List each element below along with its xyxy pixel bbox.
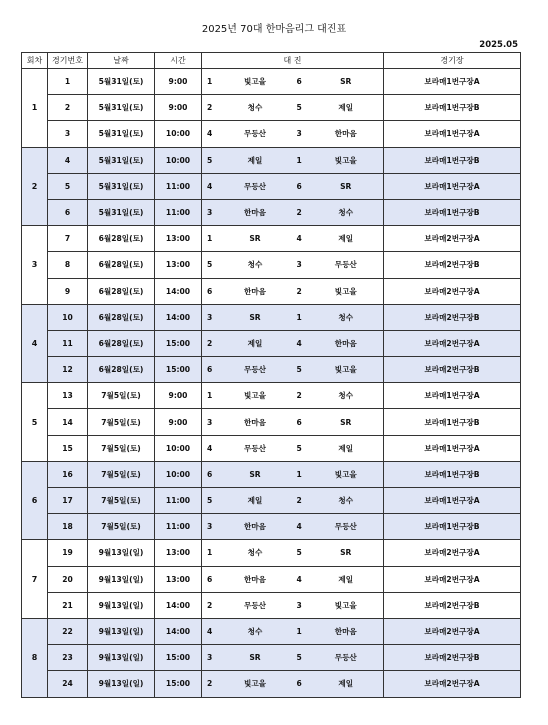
match-number-cell: 5	[48, 173, 88, 199]
home-position-cell: 2	[202, 95, 219, 121]
venue-cell: 보라매1번구장A	[384, 173, 521, 199]
round-cell: 7	[22, 540, 48, 619]
date-cell: 9월13일(일)	[88, 671, 155, 697]
round-cell: 8	[22, 618, 48, 697]
table-row	[22, 95, 521, 121]
date-cell: 6월28일(토)	[88, 304, 155, 330]
away-team-cell: SR	[309, 409, 384, 435]
date-cell: 7월5일(토)	[88, 383, 155, 409]
away-position-cell: 6	[292, 69, 309, 95]
home-position-cell: 6	[202, 566, 219, 592]
round-cell: 4	[22, 304, 48, 383]
home-position-cell: 4	[202, 173, 219, 199]
match-number-cell: 24	[48, 671, 88, 697]
away-position-cell: 1	[292, 618, 309, 644]
header-row	[22, 53, 521, 69]
table-row	[22, 357, 521, 383]
match-number-cell: 9	[48, 278, 88, 304]
away-team-cell: 무등산	[309, 645, 384, 671]
away-position-cell: 3	[292, 252, 309, 278]
away-position-cell: 2	[292, 383, 309, 409]
table-row	[22, 671, 521, 697]
away-position-cell: 2	[292, 199, 309, 225]
match-number-cell: 20	[48, 566, 88, 592]
date-cell: 6월28일(토)	[88, 330, 155, 356]
table-row	[22, 514, 521, 540]
home-team-cell: 한마음	[219, 566, 292, 592]
time-cell: 10:00	[155, 147, 202, 173]
date-cell: 9월13일(일)	[88, 645, 155, 671]
date-cell: 7월5일(토)	[88, 488, 155, 514]
home-team-cell: 무등산	[219, 121, 292, 147]
home-position-cell: 2	[202, 592, 219, 618]
date-cell: 5월31일(토)	[88, 173, 155, 199]
header-venue: 경기장	[384, 53, 521, 69]
table-row	[22, 121, 521, 147]
home-team-cell: 한마음	[219, 514, 292, 540]
away-team-cell: 한마음	[309, 618, 384, 644]
away-position-cell: 3	[292, 592, 309, 618]
away-team-cell: 청수	[309, 488, 384, 514]
home-position-cell: 4	[202, 618, 219, 644]
header-matchup: 대 진	[202, 53, 384, 69]
home-team-cell: 한마음	[219, 278, 292, 304]
away-team-cell: 빛고을	[309, 278, 384, 304]
away-team-cell: 청수	[309, 383, 384, 409]
table-row	[22, 566, 521, 592]
time-cell: 14:00	[155, 618, 202, 644]
away-team-cell: 한마음	[309, 330, 384, 356]
home-position-cell: 5	[202, 147, 219, 173]
table-row	[22, 278, 521, 304]
table-row	[22, 592, 521, 618]
date-stamp: 2025.05	[479, 40, 518, 50]
venue-cell: 보라매2번구장A	[384, 618, 521, 644]
home-position-cell: 2	[202, 330, 219, 356]
home-team-cell: 무등산	[219, 592, 292, 618]
match-number-cell: 23	[48, 645, 88, 671]
home-team-cell: 청수	[219, 540, 292, 566]
away-position-cell: 1	[292, 304, 309, 330]
time-cell: 13:00	[155, 566, 202, 592]
match-number-cell: 16	[48, 461, 88, 487]
home-position-cell: 5	[202, 252, 219, 278]
header-match-no: 경기번호	[48, 53, 88, 69]
match-number-cell: 18	[48, 514, 88, 540]
venue-cell: 보라매2번구장B	[384, 304, 521, 330]
home-position-cell: 1	[202, 226, 219, 252]
table-row	[22, 304, 521, 330]
time-cell: 15:00	[155, 357, 202, 383]
schedule-table	[21, 52, 521, 698]
home-team-cell: SR	[219, 304, 292, 330]
date-cell: 9월13일(일)	[88, 566, 155, 592]
match-number-cell: 11	[48, 330, 88, 356]
table-row	[22, 409, 521, 435]
home-position-cell: 5	[202, 488, 219, 514]
match-number-cell: 19	[48, 540, 88, 566]
home-team-cell: 제일	[219, 488, 292, 514]
match-number-cell: 14	[48, 409, 88, 435]
home-position-cell: 4	[202, 121, 219, 147]
date-cell: 5월31일(토)	[88, 199, 155, 225]
away-position-cell: 3	[292, 121, 309, 147]
away-position-cell: 6	[292, 173, 309, 199]
table-row	[22, 226, 521, 252]
venue-cell: 보라매1번구장B	[384, 95, 521, 121]
away-team-cell: 제일	[309, 671, 384, 697]
date-cell: 9월13일(일)	[88, 592, 155, 618]
home-position-cell: 2	[202, 671, 219, 697]
time-cell: 15:00	[155, 671, 202, 697]
round-cell: 1	[22, 69, 48, 148]
time-cell: 9:00	[155, 95, 202, 121]
time-cell: 11:00	[155, 173, 202, 199]
home-team-cell: 무등산	[219, 173, 292, 199]
venue-cell: 보라매1번구장A	[384, 435, 521, 461]
table-row	[22, 252, 521, 278]
home-position-cell: 6	[202, 461, 219, 487]
time-cell: 10:00	[155, 121, 202, 147]
away-team-cell: SR	[309, 173, 384, 199]
date-cell: 5월31일(토)	[88, 69, 155, 95]
away-position-cell: 2	[292, 278, 309, 304]
time-cell: 10:00	[155, 461, 202, 487]
home-team-cell: 무등산	[219, 357, 292, 383]
time-cell: 9:00	[155, 409, 202, 435]
away-team-cell: SR	[309, 69, 384, 95]
home-team-cell: 청수	[219, 618, 292, 644]
match-number-cell: 17	[48, 488, 88, 514]
away-team-cell: SR	[309, 540, 384, 566]
venue-cell: 보라매2번구장B	[384, 592, 521, 618]
date-cell: 7월5일(토)	[88, 514, 155, 540]
venue-cell: 보라매1번구장A	[384, 488, 521, 514]
home-position-cell: 4	[202, 435, 219, 461]
venue-cell: 보라매2번구장B	[384, 252, 521, 278]
away-team-cell: 제일	[309, 435, 384, 461]
away-position-cell: 2	[292, 488, 309, 514]
header-round: 회차	[22, 53, 48, 69]
date-cell: 9월13일(일)	[88, 540, 155, 566]
date-cell: 6월28일(토)	[88, 278, 155, 304]
match-number-cell: 12	[48, 357, 88, 383]
time-cell: 9:00	[155, 383, 202, 409]
table-row	[22, 173, 521, 199]
home-position-cell: 6	[202, 278, 219, 304]
time-cell: 14:00	[155, 592, 202, 618]
away-team-cell: 빛고을	[309, 147, 384, 173]
venue-cell: 보라매1번구장A	[384, 69, 521, 95]
away-position-cell: 4	[292, 226, 309, 252]
match-number-cell: 10	[48, 304, 88, 330]
match-number-cell: 13	[48, 383, 88, 409]
home-team-cell: 제일	[219, 330, 292, 356]
table-row	[22, 330, 521, 356]
home-position-cell: 3	[202, 514, 219, 540]
away-team-cell: 제일	[309, 226, 384, 252]
venue-cell: 보라매2번구장A	[384, 278, 521, 304]
time-cell: 14:00	[155, 304, 202, 330]
home-team-cell: SR	[219, 645, 292, 671]
venue-cell: 보라매1번구장A	[384, 383, 521, 409]
match-number-cell: 22	[48, 618, 88, 644]
venue-cell: 보라매2번구장B	[384, 357, 521, 383]
home-position-cell: 3	[202, 645, 219, 671]
match-number-cell: 1	[48, 69, 88, 95]
away-position-cell: 6	[292, 409, 309, 435]
away-position-cell: 4	[292, 330, 309, 356]
round-cell: 6	[22, 461, 48, 540]
round-cell: 5	[22, 383, 48, 462]
home-team-cell: 빛고을	[219, 671, 292, 697]
venue-cell: 보라매2번구장A	[384, 330, 521, 356]
date-cell: 9월13일(일)	[88, 618, 155, 644]
date-cell: 7월5일(토)	[88, 461, 155, 487]
match-number-cell: 4	[48, 147, 88, 173]
away-team-cell: 빛고을	[309, 592, 384, 618]
venue-cell: 보라매2번구장A	[384, 540, 521, 566]
home-team-cell: SR	[219, 226, 292, 252]
table-row	[22, 618, 521, 644]
match-number-cell: 15	[48, 435, 88, 461]
match-number-cell: 2	[48, 95, 88, 121]
venue-cell: 보라매1번구장A	[384, 121, 521, 147]
home-team-cell: 한마음	[219, 409, 292, 435]
table-row	[22, 645, 521, 671]
header-time: 시간	[155, 53, 202, 69]
table-row	[22, 540, 521, 566]
home-position-cell: 3	[202, 304, 219, 330]
away-position-cell: 4	[292, 514, 309, 540]
away-position-cell: 6	[292, 671, 309, 697]
time-cell: 11:00	[155, 199, 202, 225]
home-team-cell: 무등산	[219, 435, 292, 461]
date-cell: 5월31일(토)	[88, 121, 155, 147]
away-position-cell: 5	[292, 645, 309, 671]
time-cell: 15:00	[155, 645, 202, 671]
date-cell: 5월31일(토)	[88, 147, 155, 173]
away-position-cell: 1	[292, 147, 309, 173]
table-row	[22, 383, 521, 409]
time-cell: 9:00	[155, 69, 202, 95]
home-team-cell: 청수	[219, 95, 292, 121]
time-cell: 11:00	[155, 514, 202, 540]
page-title: 2025년 70대 한마음리그 대진표	[201, 24, 347, 35]
home-position-cell: 3	[202, 199, 219, 225]
table-row	[22, 461, 521, 487]
date-cell: 6월28일(토)	[88, 226, 155, 252]
away-team-cell: 청수	[309, 199, 384, 225]
match-number-cell: 21	[48, 592, 88, 618]
home-team-cell: 빛고을	[219, 383, 292, 409]
away-position-cell: 1	[292, 461, 309, 487]
round-cell: 3	[22, 226, 48, 305]
venue-cell: 보라매1번구장B	[384, 199, 521, 225]
time-cell: 10:00	[155, 435, 202, 461]
table-row	[22, 69, 521, 95]
away-team-cell: 빛고을	[309, 461, 384, 487]
time-cell: 13:00	[155, 226, 202, 252]
away-team-cell: 제일	[309, 95, 384, 121]
away-team-cell: 한마음	[309, 121, 384, 147]
home-position-cell: 1	[202, 540, 219, 566]
away-position-cell: 5	[292, 357, 309, 383]
home-position-cell: 1	[202, 383, 219, 409]
away-team-cell: 무등산	[309, 514, 384, 540]
venue-cell: 보라매1번구장B	[384, 461, 521, 487]
date-cell: 6월28일(토)	[88, 252, 155, 278]
home-team-cell: SR	[219, 461, 292, 487]
round-cell: 2	[22, 147, 48, 226]
table-row	[22, 435, 521, 461]
away-team-cell: 청수	[309, 304, 384, 330]
table-row	[22, 199, 521, 225]
match-number-cell: 3	[48, 121, 88, 147]
away-position-cell: 5	[292, 435, 309, 461]
home-team-cell: 제일	[219, 147, 292, 173]
time-cell: 13:00	[155, 252, 202, 278]
time-cell: 15:00	[155, 330, 202, 356]
table-row	[22, 488, 521, 514]
venue-cell: 보라매1번구장B	[384, 409, 521, 435]
away-position-cell: 5	[292, 95, 309, 121]
home-position-cell: 1	[202, 69, 219, 95]
schedule-body	[22, 69, 521, 698]
away-team-cell: 무등산	[309, 252, 384, 278]
venue-cell: 보라매2번구장A	[384, 566, 521, 592]
away-position-cell: 5	[292, 540, 309, 566]
home-team-cell: 청수	[219, 252, 292, 278]
home-team-cell: 빛고을	[219, 69, 292, 95]
match-number-cell: 6	[48, 199, 88, 225]
match-number-cell: 7	[48, 226, 88, 252]
venue-cell: 보라매1번구장B	[384, 147, 521, 173]
time-cell: 14:00	[155, 278, 202, 304]
home-position-cell: 3	[202, 409, 219, 435]
home-position-cell: 6	[202, 357, 219, 383]
header-date: 날짜	[88, 53, 155, 69]
away-team-cell: 제일	[309, 566, 384, 592]
venue-cell: 보라매2번구장B	[384, 645, 521, 671]
match-number-cell: 8	[48, 252, 88, 278]
home-team-cell: 한마음	[219, 199, 292, 225]
away-team-cell: 빛고을	[309, 357, 384, 383]
date-cell: 5월31일(토)	[88, 95, 155, 121]
venue-cell: 보라매2번구장A	[384, 671, 521, 697]
time-cell: 11:00	[155, 488, 202, 514]
table-row	[22, 147, 521, 173]
venue-cell: 보라매1번구장B	[384, 514, 521, 540]
date-cell: 7월5일(토)	[88, 409, 155, 435]
date-cell: 6월28일(토)	[88, 357, 155, 383]
date-cell: 7월5일(토)	[88, 435, 155, 461]
away-position-cell: 4	[292, 566, 309, 592]
venue-cell: 보라매2번구장A	[384, 226, 521, 252]
time-cell: 13:00	[155, 540, 202, 566]
